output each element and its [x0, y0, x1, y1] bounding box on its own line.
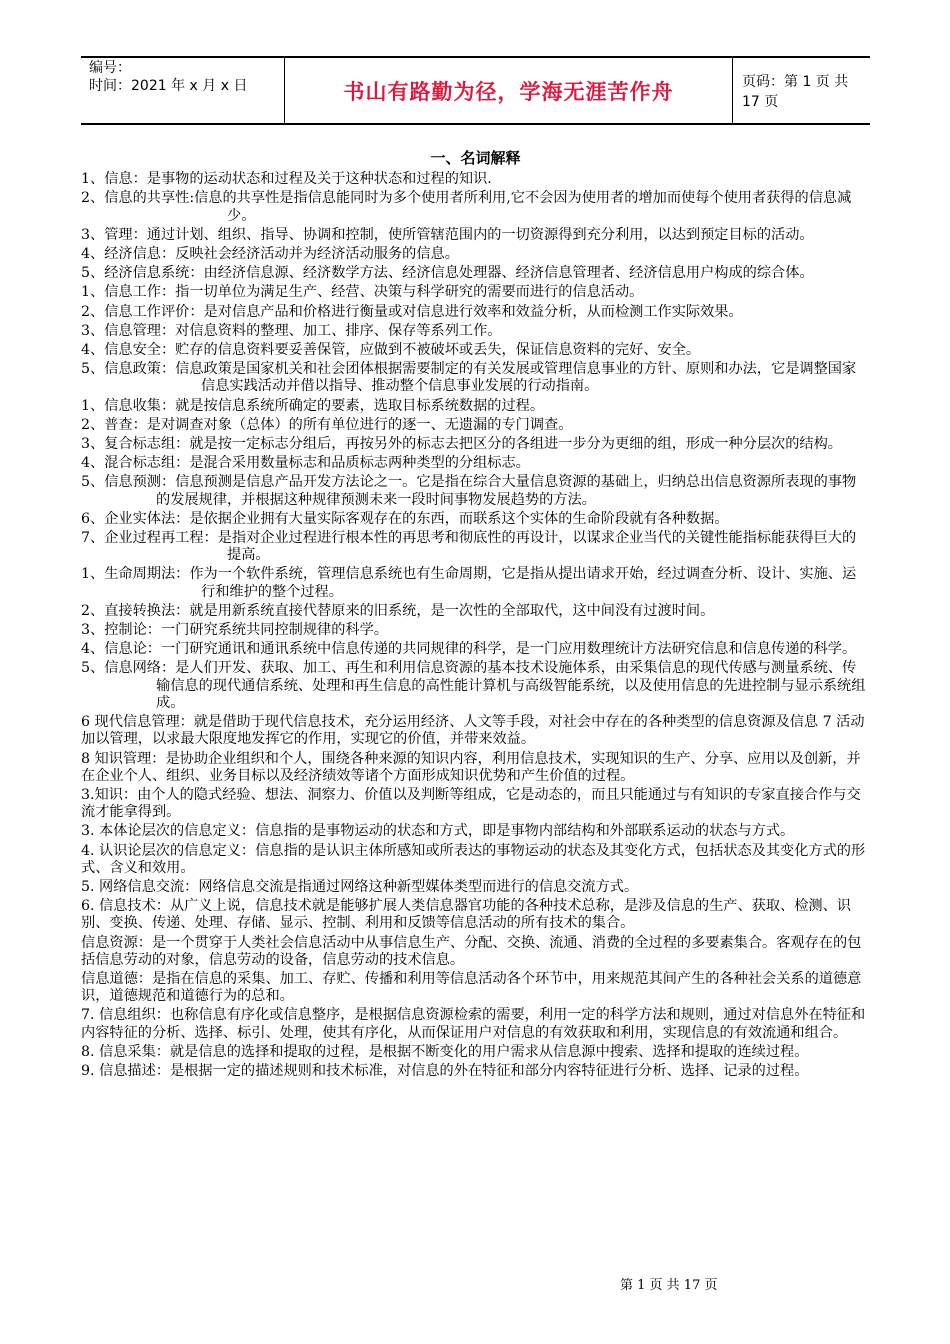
definition-entry: 2、直接转换法：就是用新系统直接代替原来的旧系统，是一次性的全部取代，这中间没有过渡时间。 [81, 602, 715, 619]
page-code: 页码：第 1 页 共 17 页 [742, 73, 849, 110]
definition-entry: 6、企业实体法：是依据企业拥有大量实际客观存在的东西，而联系这个实体的生命阶段就有各种数据。 [81, 510, 729, 527]
definition-entry: 5. 网络信息交流：网络信息交流是指通过网络这种新型媒体类型而进行的信息交流方式。 [81, 878, 639, 895]
definition-entry: 2、信息的共享性:信息的共享性是指信息能同时为多个使用者所利用,它不会因为使用者的增加而使每个使用者获得的信息减少。 [81, 190, 852, 224]
page-header [81, 56, 870, 126]
definition-entry: 1、信息：是事物的运动状态和过程及关于这种状态和过程的知识. [81, 171, 492, 188]
definition-entry: 7、企业过程再工程：是指对企业过程进行根本性的再思考和彻底性的再设计，以谋求企业当代的关键性能指标能获得巨大的提高。 [81, 530, 857, 564]
definition-entry: 2、普查：是对调查对象（总体）的所有单位进行的逐一、无遗漏的专门调查。 [81, 416, 573, 433]
definition-entry: 信息道德：是指在信息的采集、加工、存贮、传播和利用等信息活动各个环节中，用来规范其间产生的各种社会关系的道德意识，道德规范和道德行为的总和。 [81, 970, 862, 1005]
definition-entry: 1、信息收集：就是按信息系统所确定的要素，选取目标系统数据的过程。 [81, 397, 545, 414]
definition-entry: 5、经济信息系统：由经济信息源、经济数学方法、经济信息处理器、经济信息管理者、经济信息用户构成的综合体。 [81, 265, 814, 282]
definition-entry: 5、信息预测：信息预测是信息产品开发方法论之一。它是指在综合大量信息资源的基础上，归纳总出信息资源所表现的事物的发展规律，并根据这种规律预测未来一段时间事物发展趋势的方法。 [81, 474, 857, 508]
definition-entry: 4、混合标志组：是混合采用数量标志和品质标志两种类型的分组标志。 [81, 455, 530, 472]
definition-entry: 2、信息工作评价：是对信息产品和价格进行衡量或对信息进行效率和效益分析，从而检测工作实际效果。 [81, 303, 743, 320]
definition-entry: 1、信息工作：指一切单位为满足生产、经营、决策与科学研究的需要而进行的信息活动。 [81, 284, 644, 301]
document-time-label: 时间：2021 年 x 月 x 日 [89, 78, 248, 94]
definition-entry: 4、信息安全：贮存的信息资料要妥善保管，应做到不被破坏或丢失，保证信息资料的完好、安全。 [81, 342, 701, 359]
definition-entry: 5、信息网络：是人们开发、获取、加工、再生和利用信息资源的基本技术设施体系，由采集信息的现代传感与测量系统、传输信息的现代通信系统、处理和再生信息的高性能计算机与高级智能系统，以及使用信息的先进控制与显示系统组成。 [81, 660, 866, 711]
definition-entry: 4、信息论：一门研究通讯和通讯系统中信息传递的共同规律的科学，是一门应用数理统计方法研究信息和信息传递的科学。 [81, 641, 857, 658]
definition-entry: 4、经济信息：反映社会经济活动并为经济活动服务的信息。 [81, 246, 459, 263]
definition-entry: 7. 信息组织：也称信息有序化或信息整序，是根据信息资源检索的需要，利用一定的科学方法和规则，通过对信息外在特征和内容特征的分析、选择、标引、处理，使其有序化，从而保证用户对信息的有效获取和利用，实现信息的有效流通和组合。 [81, 1007, 866, 1041]
definition-entry: 3. 本体论层次的信息定义：信息指的是事物运动的状态和方式，即是事物内部结构和外部联系运动的状态与方式。 [81, 823, 795, 840]
definition-entry: 3、管理：通过计划、组织、指导、协调和控制，使所管辖范围内的一切资源得到充分利用，以达到预定目标的活动。 [81, 226, 814, 243]
header-left-cell [81, 56, 284, 125]
definition-entry: 3、复合标志组：就是按一定标志分组后，再按另外的标志去把区分的各组进一步分为更细的组，形成一种分层次的结构。 [81, 436, 842, 453]
definition-entry: 9. 信息描述：是根据一定的描述规则和技术标准，对信息的外在特征和部分内容特征进行分析、选择、记录的过程。 [81, 1062, 809, 1079]
document-body [81, 150, 870, 1082]
header-motto-cell [284, 56, 733, 125]
section-title: 一、名词解释 [430, 149, 521, 167]
definition-entry: 8. 信息采集：就是信息的选择和提取的过程，是根据不断变化的用户需求从信息源中搜索、选择和提取的连续过程。 [81, 1043, 809, 1060]
definition-entry: 8 知识管理：是协助企业组织和个人，围绕各种来源的知识内容，利用信息技术，实现知识的生产、分享、应用以及创新，并在企业个人、组织、业务目标以及经济绩效等诸个方面形成知识优势和产生价值的过程。 [81, 750, 861, 784]
header-page-cell [733, 56, 870, 125]
header-bottom-rule [81, 123, 870, 125]
definition-entry: 信息资源：是一个贯穿于人类社会信息活动中从事信息生产、分配、交换、流通、消费的全过程的多要素集合。客观存在的包括信息劳动的对象，信息劳动的设备，信息劳动的技术信息。 [81, 934, 862, 968]
definition-entry: 5、信息政策：信息政策是国家机关和社会团体根据需要制定的有关发展或管理信息事业的方针、原则和办法，它是调整国家信息实践活动并借以指导、推动整个信息事业发展的行动指南。 [81, 361, 857, 395]
definition-entry: 3.知识：由个人的隐式经验、想法、洞察力、价值以及判断等组成，它是动态的，而且只能通过与有知识的专家直接合作与交流才能拿得到。 [81, 786, 861, 821]
definition-list [81, 171, 870, 1080]
definition-entry: 6. 信息技术：从广义上说，信息技术就是能够扩展人类信息器官功能的各种技术总称，是涉及信息的生产、获取、检测、识别、变换、传递、处理、存储、显示、控制、利用和反馈等信息活动的所有技术的集合。 [81, 898, 851, 932]
header-motto: 书山有路勤为径，学海无涯苦作舟 [343, 79, 674, 104]
document-number-label: 编号： [89, 60, 131, 76]
definition-entry: 6 现代信息管理：就是借助于现代信息技术，充分运用经济、人文等手段，对社会中存在的各种类型的信息资源及信息 7 活动加以管理，以求最大限度地发挥它的作用，实现它的价值，并带来效益。 [81, 714, 865, 748]
definition-entry: 3、控制论：一门研究系统共同控制规律的科学。 [81, 622, 388, 639]
page-footer: 第 1 页 共 17 页 [620, 1278, 718, 1293]
definition-entry: 1、生命周期法：作为一个软件系统，管理信息系统也有生命周期，它是指从提出请求开始，经过调查分析、设计、实施、运行和维护的整个过程。 [81, 566, 857, 600]
definition-entry: 3、信息管理：对信息资料的整理、加工、排序、保存等系列工作。 [81, 322, 502, 339]
definition-entry: 4. 认识论层次的信息定义：信息指的是认识主体所感知或所表达的事物运动的状态及其变化方式，包括状态及其变化方式的形式、含义和效用。 [81, 842, 866, 876]
